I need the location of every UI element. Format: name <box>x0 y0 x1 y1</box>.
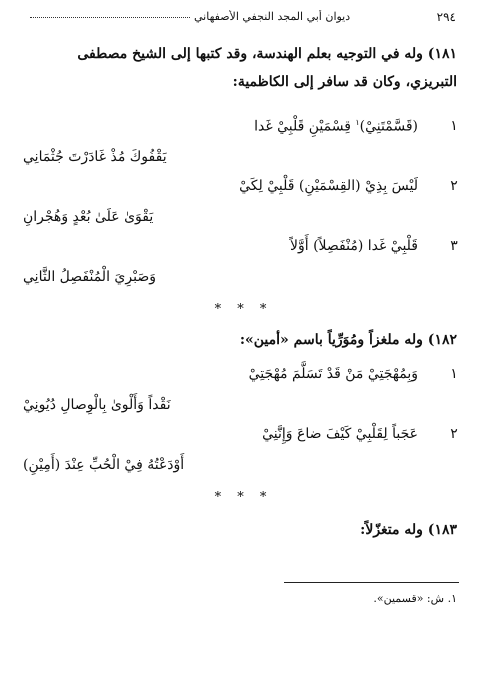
section-separator: * * * <box>214 490 273 505</box>
running-title-text: ديوان أبي المجد النجفي الأصفهاني <box>194 10 351 23</box>
section-183-heading <box>32 516 457 544</box>
verse-hemistich-2: يَقْفُوكَ مُذْ غَادَرْتَ جُثْمَانِي <box>23 149 167 165</box>
verse-182-1 <box>23 366 463 416</box>
section-182-heading <box>32 326 457 354</box>
section-183-line1: ١٨٣) وله متغزّلاً: <box>360 522 457 538</box>
footnote-rule <box>284 582 459 583</box>
verse-hemistich-2: نَقْداً وَأَلْوىٰ بِالْوِصالِ دُيُونِيْ <box>23 397 171 413</box>
verse-182-2 <box>23 426 463 476</box>
verse-number: ١ <box>450 366 458 382</box>
verse-number: ٢ <box>450 426 458 442</box>
verse-181-3 <box>23 238 463 288</box>
section-181-line2: التبريزي، وكان قد سافر إلى الكاظمية: <box>232 74 457 90</box>
verse-181-1 <box>23 118 463 168</box>
verse-hemistich-1: عَجَباً لِقَلْبِيْ كَيْفَ ضاعَ وَإِنَّنِيْ <box>262 426 418 442</box>
verse-hemistich-1b: قِسْمَيْنِ قَلْبِيْ غَدا <box>254 118 351 135</box>
section-181-line1: ١٨١) وله في التوجيه بعلم الهندسة، وقد كتبها إلى الشيخ مصطفى <box>77 46 457 62</box>
section-182-line1: ١٨٢) وله ملغزاً ومُوَرِّياً باسم «أمين»: <box>239 332 457 348</box>
verse-hemistich-1: وَبِمُهْجَتِيْ مَنْ قَدْ تَسَلَّمَ مُهْجَتِيْ <box>248 366 418 382</box>
verse-hemistich-2: يَقْوَىٰ عَلَىٰ بُعْدٍ وَهُجْرانِ <box>23 209 154 225</box>
footnote: ١. ش: «قسمين». <box>373 592 457 605</box>
verse-number: ١ <box>450 118 458 134</box>
verse-number: ٣ <box>450 238 458 254</box>
verse-hemistich-2: أَوْدَعْتُهُ فِيْ الْحُبِّ عِنْدَ (أَمِيْنِ) <box>23 457 185 473</box>
verse-hemistich-1 <box>254 118 418 135</box>
section-separator: * * * <box>214 302 273 317</box>
running-title <box>26 10 426 23</box>
verse-181-2 <box>23 178 463 228</box>
page-header <box>26 8 456 28</box>
verse-number: ٢ <box>450 178 458 194</box>
verse-hemistich-1: لَيْسَ بِذِيْ (القِسْمَيْنِ) قَلْبِيْ لِكَيْ <box>239 178 418 194</box>
footnote-marker: ١ <box>355 118 360 127</box>
verse-hemistich-2: وَصَبْرِيَ الْمُنْفَصِلُ الثَّانِي <box>23 269 156 285</box>
verse-hemistich-1: قَلْبِيْ غَدا (مُنْفَصِلاً) أَوَّلاً <box>290 238 418 254</box>
verse-hemistich-1a: (قَسَّمْتَنِيْ) <box>359 118 418 135</box>
page-number: ٢٩٤ <box>436 10 456 24</box>
header-dots <box>30 17 190 18</box>
section-181-heading <box>32 40 457 96</box>
